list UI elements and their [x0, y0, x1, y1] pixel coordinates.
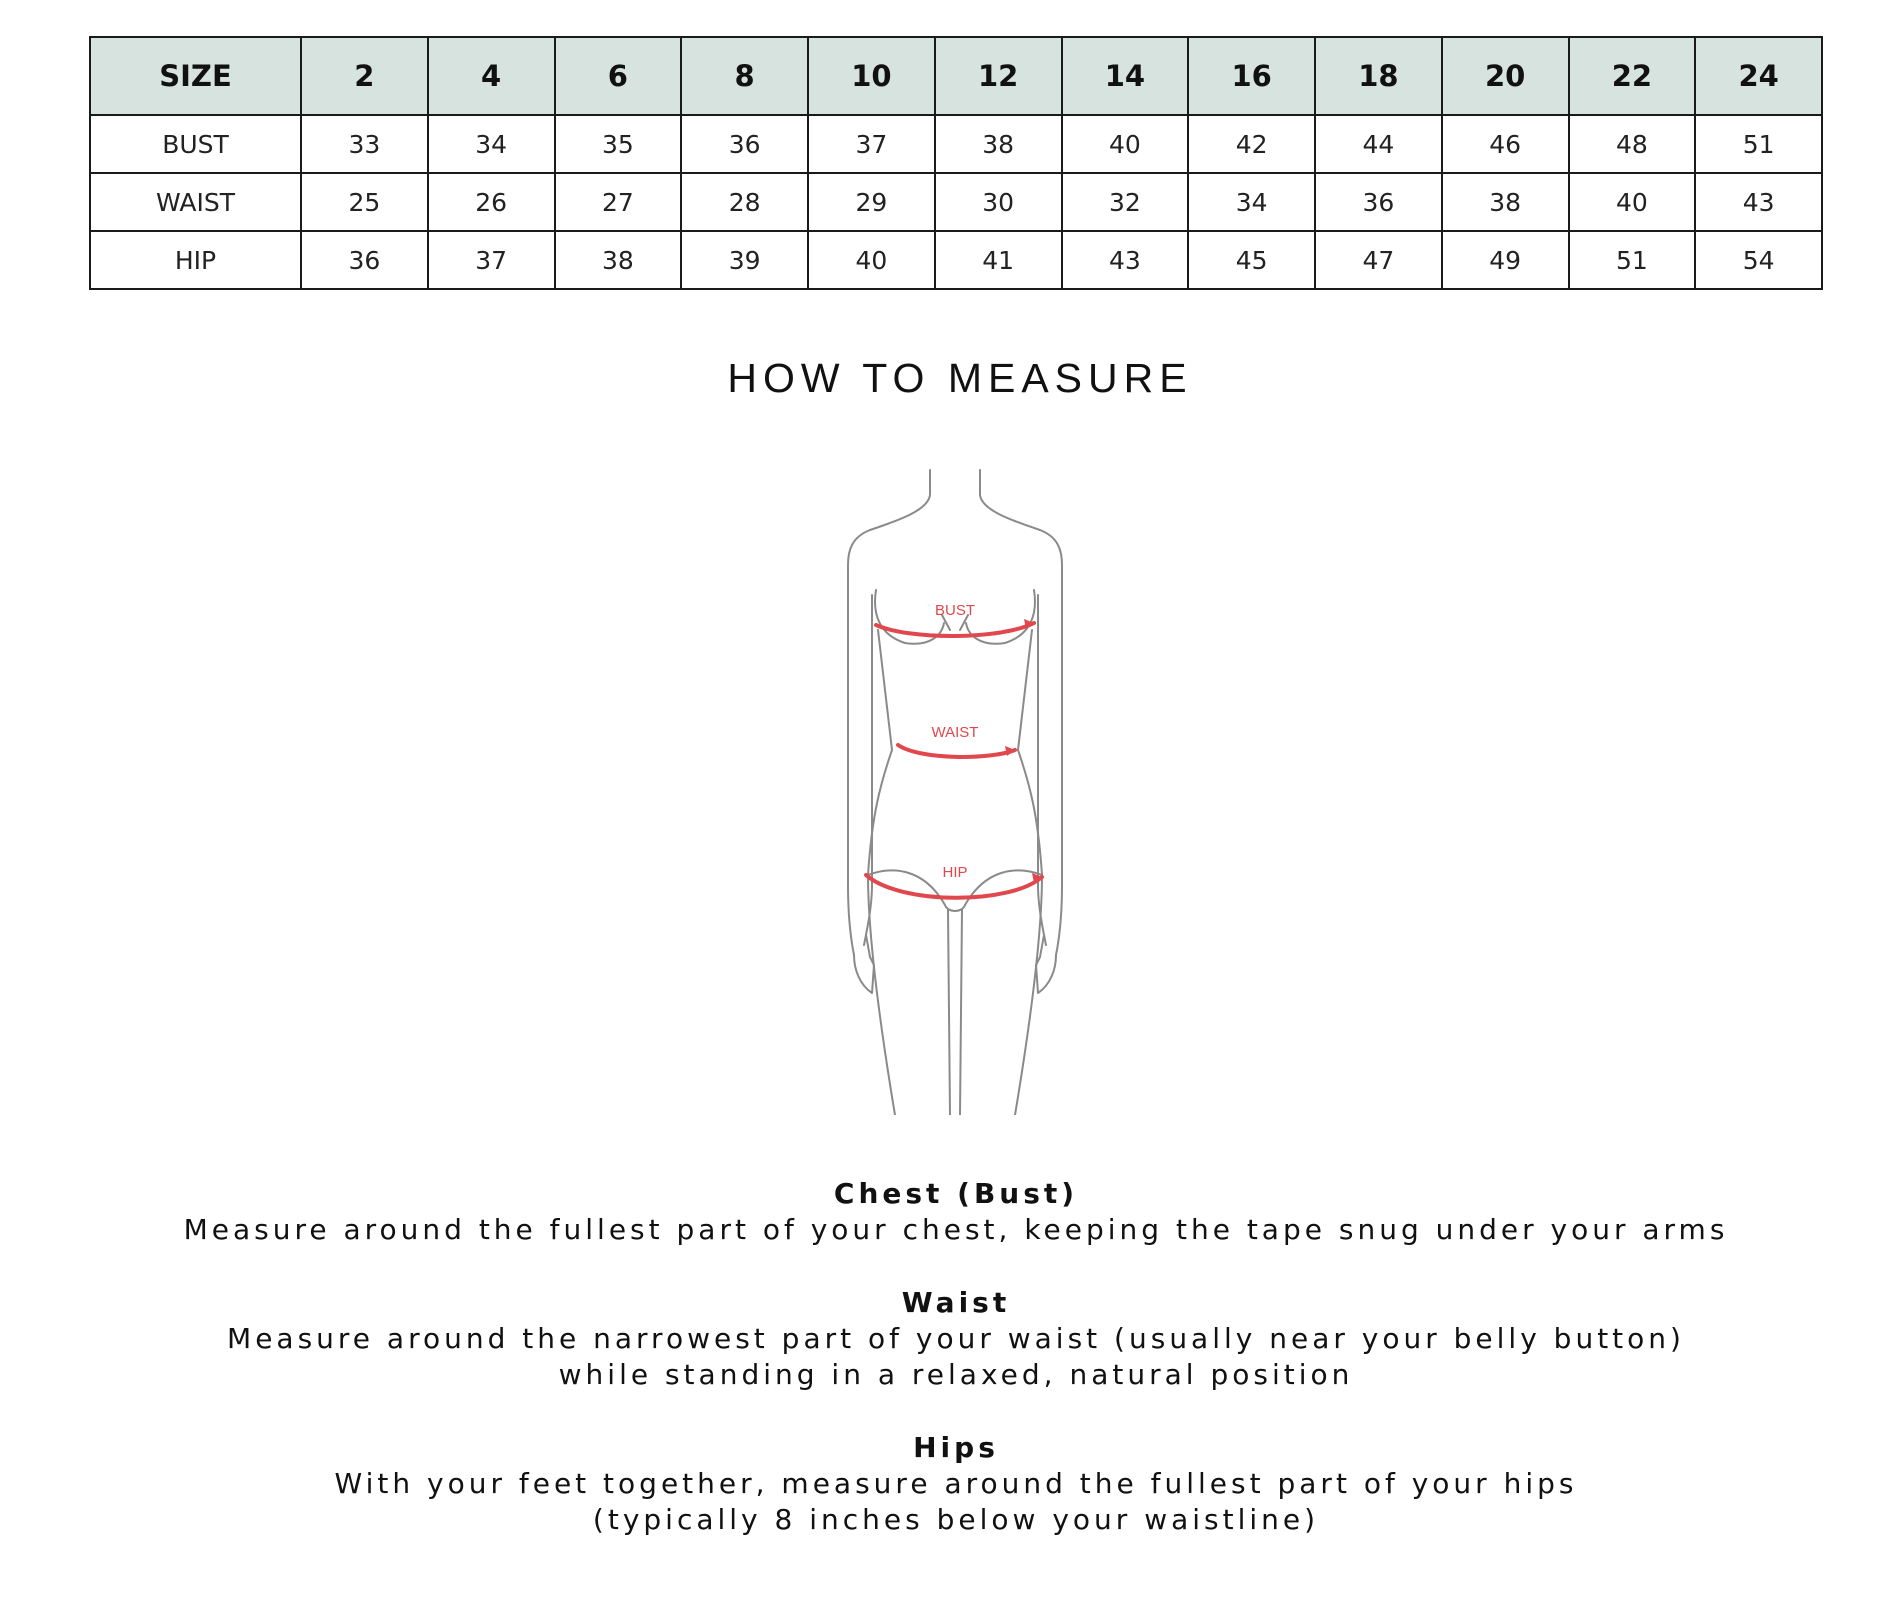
size-chart-table: [89, 36, 1823, 290]
table-cell: 40: [808, 231, 935, 289]
instruction-waist: [12, 1284, 1900, 1393]
table-cell: 48: [1569, 115, 1696, 173]
table-cell: 42: [1188, 115, 1315, 173]
instruction-hips: [12, 1429, 1900, 1538]
table-cell: 38: [935, 115, 1062, 173]
figure-labels: [932, 602, 979, 881]
table-cell: 36: [1315, 173, 1442, 231]
waist-measure-line: [898, 745, 1015, 757]
table-cell: 44: [1315, 115, 1442, 173]
size-header-row: [90, 37, 1822, 115]
table-row-waist: [90, 173, 1822, 231]
body-outline: [848, 470, 1062, 1115]
table-cell: 39: [681, 231, 808, 289]
table-cell: 41: [935, 231, 1062, 289]
hip-label: HIP: [942, 864, 968, 881]
table-cell: 47: [1315, 231, 1442, 289]
row-label-hip: HIP: [90, 231, 301, 289]
size-header-label: SIZE: [90, 37, 301, 115]
size-header-cell: 12: [935, 37, 1062, 115]
instruction-text: while standing in a relaxed, natural position: [558, 1358, 1354, 1391]
table-row-hip: [90, 231, 1822, 289]
body-measurement-figure: [820, 465, 1090, 1115]
table-cell: 35: [555, 115, 682, 173]
table-cell: 54: [1695, 231, 1822, 289]
table-cell: 51: [1695, 115, 1822, 173]
size-header-cell: 24: [1695, 37, 1822, 115]
instruction-title: Waist: [901, 1286, 1011, 1319]
table-cell: 38: [555, 231, 682, 289]
table-cell: 43: [1695, 173, 1822, 231]
size-header-cell: 22: [1569, 37, 1696, 115]
table-cell: 25: [301, 173, 428, 231]
table-cell: 37: [428, 231, 555, 289]
instruction-text: With your feet together, measure around the fullest part of your hips: [334, 1467, 1578, 1500]
table-cell: 33: [301, 115, 428, 173]
instruction-text: Measure around the fullest part of your chest, keeping the tape snug under your arms: [183, 1213, 1729, 1246]
table-cell: 34: [1188, 173, 1315, 231]
size-header-cell: 6: [555, 37, 682, 115]
table-cell: 40: [1569, 173, 1696, 231]
table-cell: 45: [1188, 231, 1315, 289]
row-label-waist: WAIST: [90, 173, 301, 231]
table-cell: 26: [428, 173, 555, 231]
size-header-cell: 18: [1315, 37, 1442, 115]
body-outline-illustration: [820, 465, 1090, 1115]
table-cell: 37: [808, 115, 935, 173]
row-label-bust: BUST: [90, 115, 301, 173]
waist-label: WAIST: [931, 724, 979, 741]
table-cell: 40: [1062, 115, 1189, 173]
instruction-title: Chest (Bust): [833, 1177, 1079, 1210]
size-header-cell: 16: [1188, 37, 1315, 115]
table-cell: 43: [1062, 231, 1189, 289]
table-cell: 49: [1442, 231, 1569, 289]
bust-label: BUST: [934, 602, 976, 619]
table-cell: 27: [555, 173, 682, 231]
table-cell: 29: [808, 173, 935, 231]
measurement-lines: [866, 623, 1042, 898]
size-header-cell: 14: [1062, 37, 1189, 115]
table-cell: 38: [1442, 173, 1569, 231]
table-cell: 36: [301, 231, 428, 289]
size-header-cell: 2: [301, 37, 428, 115]
size-header-cell: 8: [681, 37, 808, 115]
table-cell: 30: [935, 173, 1062, 231]
measurement-instructions: [0, 1175, 1900, 1574]
how-to-measure-title: HOW TO MEASURE: [727, 355, 1193, 401]
table-cell: 46: [1442, 115, 1569, 173]
table-cell: 34: [428, 115, 555, 173]
table-cell: 28: [681, 173, 808, 231]
table-cell: 36: [681, 115, 808, 173]
size-header-cell: 20: [1442, 37, 1569, 115]
table-cell: 32: [1062, 173, 1189, 231]
bust-measure-line: [876, 623, 1034, 636]
instruction-title: Hips: [913, 1431, 999, 1464]
instruction-chest: [12, 1175, 1900, 1248]
size-header-cell: 10: [808, 37, 935, 115]
table-row-bust: [90, 115, 1822, 173]
instruction-text: (typically 8 inches below your waistline): [592, 1503, 1320, 1536]
instruction-text: Measure around the narrowest part of your waist (usually near your belly button): [227, 1322, 1685, 1355]
table-cell: 51: [1569, 231, 1696, 289]
size-header-cell: 4: [428, 37, 555, 115]
measurement-arrows: [1005, 619, 1042, 883]
